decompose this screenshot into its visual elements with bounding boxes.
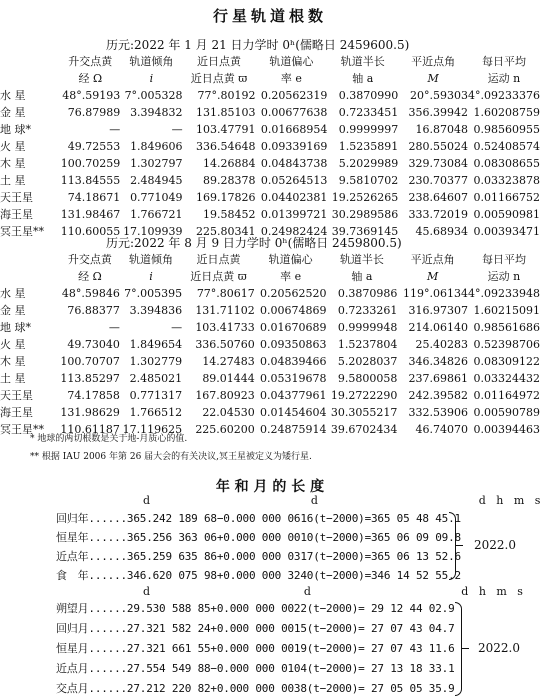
ascending-node-value: 48°.59193	[62, 89, 121, 102]
semi-major-axis-value: 0.3870990	[338, 89, 399, 102]
perihelion-value: 336.54648	[196, 140, 256, 153]
table-row	[0, 87, 540, 104]
epoch-line-2: 历元:2022 年 8 月 9 日力学时 0ʰ(儒略日 2459800.5)	[106, 236, 402, 250]
semi-major-axis-value: 9.5810702	[338, 174, 399, 187]
mean-anomaly-value: 346.34826	[408, 355, 468, 368]
ascending-node-value: 100.70707	[60, 355, 120, 368]
year-length-line: 恒星年......365.256 363 06+0.000 000 0010(t−2000)=365 06 09 09.8	[56, 531, 461, 544]
daily-motion-value: 0.01164972	[473, 389, 540, 402]
ascending-node-value: 131.98467	[60, 208, 121, 221]
ascending-node-value: 49.72553	[67, 140, 121, 153]
header-perihelion: 近日点黄	[196, 253, 241, 266]
header-semi-major-axis-symbol: 轴 a	[351, 270, 373, 283]
perihelion-value: 77°.80192	[197, 89, 256, 102]
header-ascending-node-symbol: 经 Ω	[78, 270, 102, 283]
mean-anomaly-value: 238.64607	[408, 191, 468, 204]
ascending-node-value: —	[108, 321, 120, 334]
daily-motion-value: 0.00590789	[473, 406, 540, 419]
perihelion-value: 131.71102	[195, 304, 255, 317]
eccentricity-value: 0.04839466	[260, 355, 327, 368]
ascending-node-value: 76.87989	[67, 106, 121, 119]
daily-motion-value: 0.08308655	[473, 157, 540, 170]
planet-name: 地 球*	[0, 123, 31, 136]
eccentricity-value: 0.05264513	[260, 174, 328, 187]
ascending-node-value: 131.98629	[60, 406, 120, 419]
perihelion-value: 89.01444	[202, 372, 255, 385]
header-semi-major-axis: 轨道半长	[339, 253, 384, 266]
ascending-node-value: 110.60055	[60, 225, 121, 238]
mean-anomaly-value: 280.55024	[408, 140, 468, 153]
header-daily-motion-symbol: 运动 n	[487, 270, 521, 283]
planet-name: 水 星	[0, 287, 26, 300]
orbital-elements-table-1	[0, 53, 540, 240]
inclination-value: 7°.005395	[124, 287, 183, 300]
header-inclination: 轨道倾角	[129, 55, 174, 68]
inclination-value: 1.302797	[130, 157, 183, 170]
inclination-value: —	[171, 321, 183, 334]
table-row	[0, 387, 540, 404]
ascending-node-value: 113.85297	[60, 372, 120, 385]
eccentricity-value: 0.09350863	[260, 338, 327, 351]
planet-name: 木 星	[0, 355, 26, 368]
planet-name: 地 球*	[0, 321, 31, 334]
years-unit-header: d d d h m s	[143, 494, 540, 507]
mean-anomaly-value: 119°.06134	[402, 287, 468, 300]
daily-motion-value: 0.00394463	[473, 423, 540, 436]
perihelion-value: 14.26884	[203, 157, 256, 170]
eccentricity-value: 0.01454604	[260, 406, 327, 419]
perihelion-value: 89.28378	[203, 174, 256, 187]
semi-major-axis-value: 0.7233261	[337, 304, 398, 317]
inclination-value: 3.394832	[130, 106, 183, 119]
table-row	[0, 302, 540, 319]
month-length-line: 近点月......27.554 549 88−0.000 000 0104(t−2000)= 27 13 18 33.1	[56, 662, 455, 675]
ascending-node-value: 113.84555	[60, 174, 121, 187]
daily-motion-value: 0.00590981	[473, 208, 540, 221]
eccentricity-value: 0.20562319	[260, 89, 328, 102]
semi-major-axis-value: 30.3055217	[330, 406, 398, 419]
inclination-value: 3.394836	[129, 304, 183, 317]
inclination-value: 1.302779	[129, 355, 183, 368]
month-length-line: 交点月......27.212 220 82+0.000 000 0038(t−2000)= 27 05 05 35.9	[56, 682, 455, 695]
header-eccentricity: 轨道偏心	[269, 55, 314, 68]
table-row	[0, 319, 540, 336]
ascending-node-value: 100.70259	[60, 157, 121, 170]
planet-name: 土 星	[0, 174, 26, 187]
header-inclination-symbol: i	[149, 72, 154, 85]
perihelion-value: 225.80341	[196, 225, 256, 238]
mean-anomaly-value: 214.06140	[408, 321, 468, 334]
semi-major-axis-value: 39.6702434	[330, 423, 398, 436]
semi-major-axis-value: 5.2028037	[337, 355, 398, 368]
semi-major-axis-value: 9.5800058	[337, 372, 398, 385]
eccentricity-value: 0.00674869	[260, 304, 327, 317]
header-ascending-node: 升交点黄	[67, 253, 112, 266]
mean-anomaly-value: 230.70377	[408, 174, 468, 187]
planet-name: 天王星	[0, 389, 33, 402]
mean-anomaly-value: 25.40283	[415, 338, 468, 351]
ascending-node-value: 48°.59846	[61, 287, 120, 300]
inclination-value: 2.485021	[129, 372, 183, 385]
planet-name: 冥王星**	[0, 423, 44, 436]
eccentricity-value: 0.04843738	[260, 157, 328, 170]
header-eccentricity-symbol: 率 e	[280, 270, 302, 283]
header-daily-motion: 每日平均	[481, 253, 526, 266]
table-header-row	[0, 251, 540, 268]
table-row	[0, 336, 540, 353]
months-brace	[455, 602, 462, 696]
year-length-line: 近点年......365.259 635 86+0.000 000 0317(t−2000)=365 06 13 52.6	[56, 550, 461, 563]
daily-motion-value: 0.98560955	[473, 123, 540, 136]
perihelion-value: 225.60200	[195, 423, 255, 436]
eccentricity-value: 0.09339169	[260, 140, 328, 153]
eccentricity-value: 0.00677638	[260, 106, 328, 119]
semi-major-axis-value: 39.7369145	[331, 225, 399, 238]
mean-anomaly-value: 329.73084	[408, 157, 468, 170]
semi-major-axis-value: 5.2029989	[338, 157, 399, 170]
months-brace-tick	[462, 648, 469, 649]
planet-name: 火 星	[0, 140, 26, 153]
months-epoch: 2022.0	[478, 641, 520, 655]
planet-name: 木 星	[0, 157, 26, 170]
eccentricity-value: 0.01399721	[260, 208, 328, 221]
inclination-value: 1.766512	[129, 406, 183, 419]
months-unit-header: d d d h m s	[143, 585, 523, 598]
table-row	[0, 138, 540, 155]
perihelion-value: 19.58452	[203, 208, 256, 221]
table-row	[0, 404, 540, 421]
table-row	[0, 121, 540, 138]
eccentricity-value: 0.05319678	[260, 372, 327, 385]
daily-motion-value: 0.03323878	[473, 174, 540, 187]
table-header-row	[0, 53, 540, 70]
perihelion-value: 103.47791	[196, 123, 256, 136]
inclination-value: 2.484945	[130, 174, 183, 187]
inclination-value: 1.766721	[130, 208, 183, 221]
eccentricity-value: 0.01668954	[260, 123, 328, 136]
header-semi-major-axis-symbol: 轴 a	[352, 72, 374, 85]
planet-name: 天王星	[0, 191, 33, 204]
semi-major-axis-value: 30.2989586	[331, 208, 399, 221]
daily-motion-value: 0.08309122	[473, 355, 540, 368]
semi-major-axis-value: 0.7233451	[338, 106, 399, 119]
daily-motion-value: 0.00393471	[473, 225, 540, 238]
planet-name: 海王星	[0, 208, 33, 221]
inclination-value: 1.849654	[129, 338, 183, 351]
planet-name: 土 星	[0, 372, 26, 385]
semi-major-axis-value: 1.5237804	[337, 338, 398, 351]
header-eccentricity-symbol: 率 e	[280, 72, 302, 85]
perihelion-value: 77°.80617	[196, 287, 255, 300]
inclination-value: 7°.005328	[124, 89, 183, 102]
header-daily-motion: 每日平均	[481, 55, 526, 68]
header-perihelion-symbol: 近日点黄 ϖ	[190, 270, 247, 283]
years-brace-tick	[456, 545, 463, 546]
footnote-earth: * 地球的两切根数是关于地-月质心的值.	[30, 434, 188, 444]
eccentricity-value: 0.20562520	[260, 287, 327, 300]
mean-anomaly-value: 333.72019	[408, 208, 468, 221]
daily-motion-value: 0.01166752	[473, 191, 540, 204]
mean-anomaly-value: 45.68934	[415, 225, 468, 238]
mean-anomaly-value: 356.39942	[408, 106, 468, 119]
header-inclination: 轨道倾角	[129, 253, 173, 266]
perihelion-value: 169.17826	[196, 191, 256, 204]
planet-name: 金 星	[0, 304, 26, 317]
mean-anomaly-value: 242.39582	[408, 389, 468, 402]
header-mean-anomaly: 平近点角	[410, 253, 455, 266]
mean-anomaly-value: 46.74070	[415, 423, 468, 436]
header-inclination-symbol: i	[149, 270, 153, 283]
header-mean-anomaly: 平近点角	[411, 55, 456, 68]
eccentricity-value: 0.04377961	[260, 389, 327, 402]
daily-motion-value: 4°.09233376	[468, 89, 540, 102]
page-title: 行星轨道根数	[212, 7, 327, 25]
header-perihelion-symbol: 近日点黄 ϖ	[190, 72, 248, 85]
header-semi-major-axis: 轨道半长	[340, 55, 385, 68]
semi-major-axis-value: 1.5235891	[338, 140, 399, 153]
table-header-row	[0, 70, 540, 87]
semi-major-axis-value: 0.9999948	[337, 321, 398, 334]
header-daily-motion-symbol: 运动 n	[487, 72, 521, 85]
eccentricity-value: 0.04402381	[260, 191, 328, 204]
daily-motion-value: 0.52408574	[473, 140, 540, 153]
perihelion-value: 167.80923	[195, 389, 255, 402]
daily-motion-value: 0.52398706	[473, 338, 540, 351]
epoch-line-1: 历元:2022 年 1 月 21 日力学时 0ʰ(儒略日 2459600.5)	[106, 38, 410, 52]
table-header-row	[0, 268, 540, 285]
planet-name: 冥王星**	[0, 225, 44, 238]
perihelion-value: 336.50760	[195, 338, 255, 351]
semi-major-axis-value: 0.9999997	[338, 123, 399, 136]
planet-name: 火 星	[0, 338, 26, 351]
table-row	[0, 353, 540, 370]
table-row	[0, 172, 540, 189]
ascending-node-value: 76.88377	[67, 304, 120, 317]
eccentricity-value: 0.01670689	[260, 321, 327, 334]
semi-major-axis-value: 19.2722290	[330, 389, 398, 402]
perihelion-value: 14.27483	[202, 355, 255, 368]
daily-motion-value: 0.98561686	[473, 321, 540, 334]
orbital-elements-table-2	[0, 251, 540, 438]
header-perihelion: 近日点黄	[197, 55, 242, 68]
table-row	[0, 155, 540, 172]
daily-motion-value: 0.03324432	[473, 372, 540, 385]
inclination-value: 17.109939	[123, 225, 183, 238]
ascending-node-value: 74.17858	[67, 389, 120, 402]
year-length-line: 食 年......346.620 075 98+0.000 000 3240(t−2000)=346 14 52 55.2	[56, 569, 461, 582]
table-row	[0, 285, 540, 302]
perihelion-value: 22.04530	[202, 406, 255, 419]
header-eccentricity: 轨道偏心	[268, 253, 313, 266]
month-length-line: 朔望月......29.530 588 85+0.000 000 0022(t−2000)= 29 12 44 02.9	[56, 602, 455, 615]
planet-name: 水 星	[0, 89, 26, 102]
ascending-node-value: 49.73040	[67, 338, 120, 351]
header-mean-anomaly-symbol: M	[427, 270, 439, 283]
perihelion-value: 131.85103	[196, 106, 256, 119]
daily-motion-value: 1.60208759	[473, 106, 540, 119]
ascending-node-value: 110.61187	[60, 423, 120, 436]
mean-anomaly-value: 316.97307	[408, 304, 468, 317]
year-length-line: 回归年......365.242 189 68−0.000 000 0616(t−2000)=365 05 48 45.1	[56, 512, 461, 525]
years-epoch: 2022.0	[474, 538, 516, 552]
daily-motion-value: 1.60215091	[473, 304, 540, 317]
semi-major-axis-value: 19.2526265	[331, 191, 399, 204]
month-length-line: 恒星月......27.321 661 55+0.000 000 0019(t−2000)= 27 07 43 11.6	[56, 642, 455, 655]
mean-anomaly-value: 16.87048	[415, 123, 468, 136]
month-length-line: 回归月......27.321 582 24+0.000 000 0015(t−2000)= 27 07 43 04.7	[56, 622, 455, 635]
eccentricity-value: 0.24982424	[260, 225, 328, 238]
lengths-title: 年 和 月 的 长 度	[215, 479, 325, 495]
footnote-pluto: ** 根据 IAU 2006 年第 26 届大会的有关决议,冥王星被定义为矮行星.	[30, 452, 312, 462]
planet-name: 金 星	[0, 106, 26, 119]
mean-anomaly-value: 20°.59303	[409, 89, 468, 102]
perihelion-value: 103.41733	[195, 321, 255, 334]
inclination-value: 0.771317	[129, 389, 183, 402]
planet-name: 海王星	[0, 406, 33, 419]
daily-motion-value: 4°.09233948	[468, 287, 540, 300]
mean-anomaly-value: 237.69861	[408, 372, 468, 385]
eccentricity-value: 0.24875914	[260, 423, 327, 436]
ascending-node-value: —	[109, 123, 121, 136]
table-row	[0, 206, 540, 223]
header-ascending-node: 升交点黄	[68, 55, 113, 68]
table-row	[0, 189, 540, 206]
mean-anomaly-value: 332.53906	[408, 406, 468, 419]
years-brace	[449, 512, 456, 580]
inclination-value: 17.119625	[122, 423, 183, 436]
header-ascending-node-symbol: 经 Ω	[78, 72, 103, 85]
table-row	[0, 104, 540, 121]
ascending-node-value: 74.18671	[67, 191, 121, 204]
header-mean-anomaly-symbol: M	[427, 72, 439, 85]
semi-major-axis-value: 0.3870986	[337, 287, 398, 300]
inclination-value: 1.849606	[130, 140, 183, 153]
table-row	[0, 370, 540, 387]
inclination-value: —	[171, 123, 183, 136]
inclination-value: 0.771049	[130, 191, 183, 204]
